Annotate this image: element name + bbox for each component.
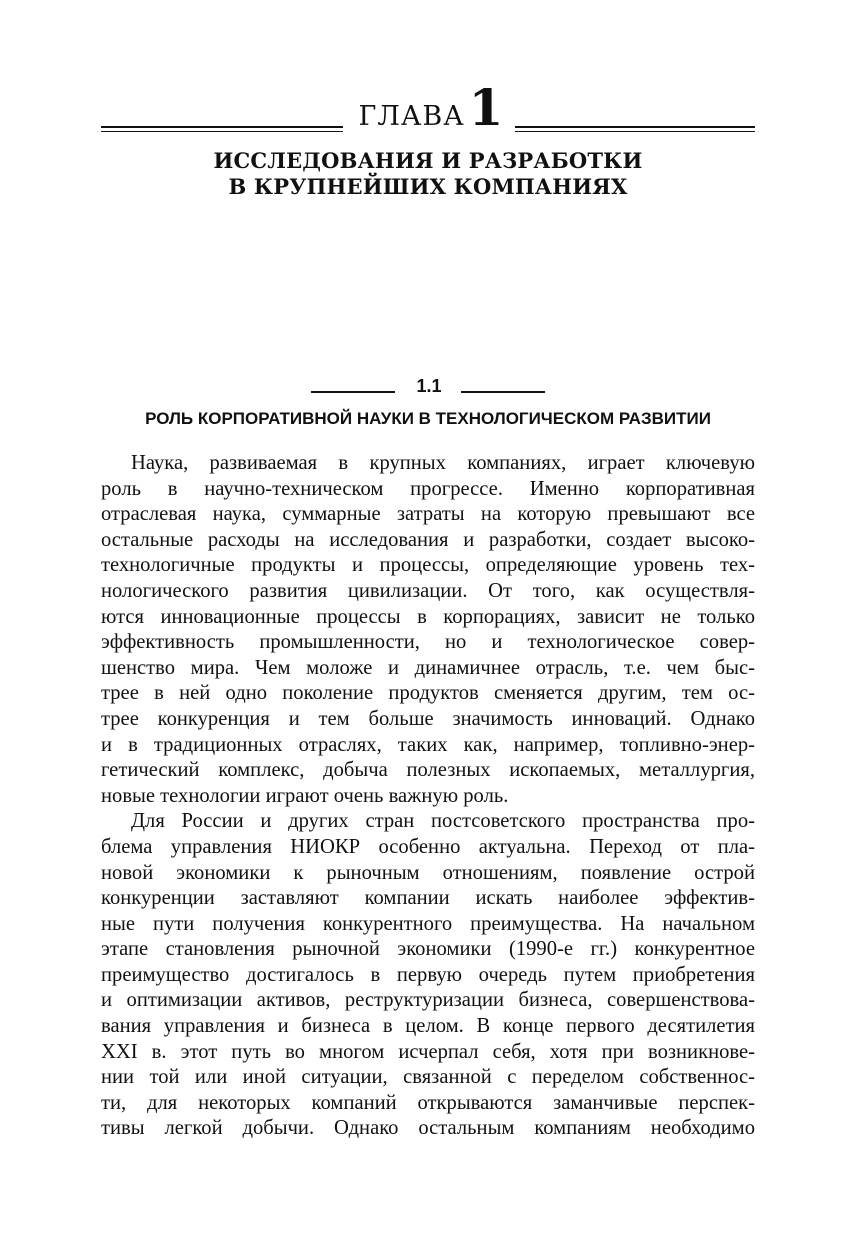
section-number-row	[101, 372, 755, 402]
chapter-label	[353, 78, 509, 137]
text-line: ти, для некоторых компаний открываются заманчивые перспек-	[101, 1091, 755, 1114]
section-title: РОЛЬ КОРПОРАТИВНОЙ НАУКИ В ТЕХНОЛОГИЧЕСКОМ РАЗВИТИИ	[145, 409, 711, 428]
text-line: новой экономики к рыночным отношениям, появление острой	[101, 861, 755, 884]
text-line: трее в ней одно поколение продуктов сменяется другим, тем ос-	[101, 682, 755, 705]
text-line: новые технологии играют очень важную роль.	[101, 784, 509, 807]
text-line: эффективность промышленности, но и технологическое совер-	[101, 631, 755, 654]
paragraph	[101, 809, 755, 1142]
chapter-title-line: В КРУПНЕЙШИХ КОМПАНИЯХ	[228, 174, 628, 199]
chapter-rule-right	[515, 126, 755, 132]
text-line: XXI в. этот путь во многом исчерпал себя, хотя при возникнове-	[101, 1040, 755, 1063]
text-line: Для России и других стран постсоветского пространства про-	[131, 810, 755, 833]
text-line: остальные расходы на исследования и разработки, создает высоко-	[101, 528, 755, 551]
text-line: Наука, развиваемая в крупных компаниях, играет ключевую	[131, 452, 755, 474]
text-line: и оптимизации активов, реструктуризации бизнеса, совершенствова-	[101, 989, 755, 1012]
text-line: гетический комплекс, добыча полезных ископаемых, металлургия,	[101, 759, 755, 782]
chapter-title	[101, 148, 755, 200]
text-line: нии той или иной ситуации, связанной с переделом собственнос-	[101, 1066, 755, 1089]
paragraph	[101, 451, 755, 809]
text-line: технологичные продукты и процессы, определяющие уровень тех-	[101, 554, 755, 577]
text-line: вания управления и бизнеса в целом. В конце первого десятилетия	[101, 1015, 755, 1038]
text-line: шенство мира. Чем моложе и динамичнее отрасль, т.е. чем быс-	[101, 656, 755, 679]
chapter-header	[101, 78, 755, 137]
text-line: этапе становления рыночной экономики (1990-е гг.) конкурентное	[101, 938, 755, 961]
text-line: преимущество достигалось в первую очередь путем приобретения	[101, 963, 755, 986]
chapter-number: 1	[468, 78, 504, 137]
section-number: 1.1	[416, 376, 442, 396]
text-line: тивы легкой добычи. Однако остальным компаниям необходимо	[101, 1117, 755, 1140]
text-line: ные пути получения конкурентного преимущества. На начальном	[101, 912, 755, 935]
chapter-title-line: ИССЛЕДОВАНИЯ И РАЗРАБОТКИ	[213, 148, 643, 173]
body-text	[101, 451, 755, 1142]
text-line: ются инновационные процессы в корпорациях, зависит не только	[101, 605, 755, 628]
text-line: блема управления НИОКР особенно актуальна. Переход от пла-	[101, 835, 755, 858]
text-line: и в традиционных отраслях, таких как, например, топливно-энер-	[101, 733, 755, 756]
text-line: отраслевая наука, суммарные затраты на которую превышают все	[101, 503, 755, 526]
chapter-rule-left	[101, 126, 343, 132]
section-rule-right	[461, 391, 545, 393]
text-line: нологического развития цивилизации. От того, как осуществля-	[101, 579, 755, 602]
chapter-word: ГЛАВА	[358, 101, 465, 132]
text-line: конкуренции заставляют компании искать наиболее эффектив-	[101, 887, 755, 910]
text-line: трее конкуренция и тем больше значимость инноваций. Однако	[101, 707, 755, 730]
section-rule-left	[311, 391, 395, 393]
text-line: роль в научно-техническом прогрессе. Именно корпоративная	[101, 477, 755, 500]
